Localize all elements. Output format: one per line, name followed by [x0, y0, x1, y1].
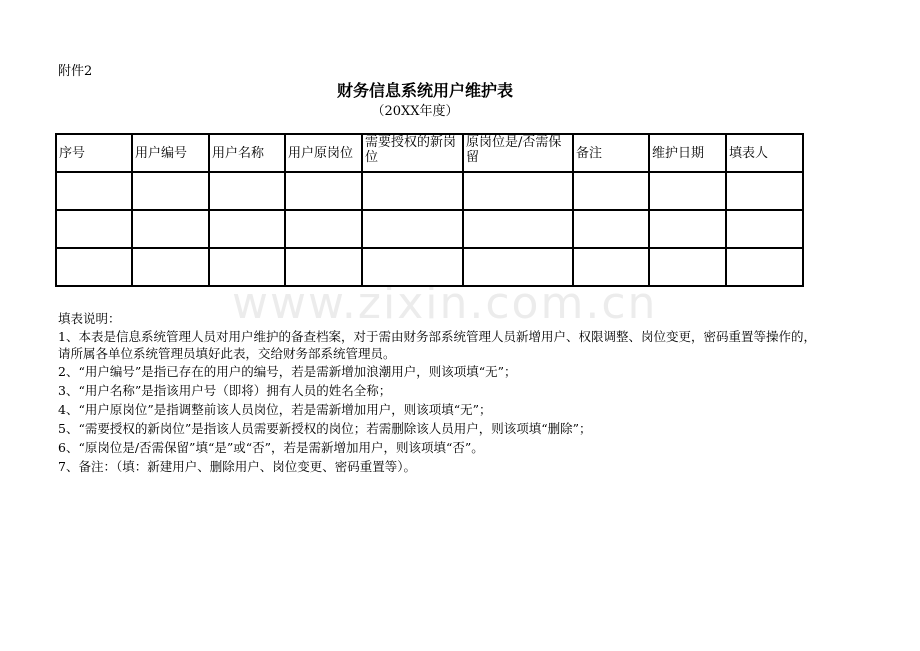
table-cell[interactable] — [132, 248, 209, 286]
table-cell[interactable] — [463, 210, 573, 248]
column-header-serial: 序号 — [56, 134, 132, 172]
instructions-section — [58, 309, 818, 476]
column-header-new-post: 需要授权的新岗位 — [362, 134, 463, 172]
instruction-item-6: 6、“原岗位是/否需保留”填“是”或“否”，若是需新增加用户，则该项填“否”。 — [58, 440, 484, 455]
table-cell[interactable] — [573, 210, 649, 248]
table-cell[interactable] — [285, 172, 362, 210]
attachment-label: 附件2 — [58, 64, 93, 79]
table-cell[interactable] — [362, 248, 463, 286]
instruction-item-2: 2、“用户编号”是指已存在的用户的编号，若是需新增加浪潮用户，则该项填“无”； — [58, 364, 517, 379]
table-cell[interactable] — [649, 210, 726, 248]
table-cell[interactable] — [362, 172, 463, 210]
instructions-heading: 填表说明： — [58, 311, 121, 326]
page-subtitle: （20XX年度） — [371, 104, 459, 119]
instruction-item-4: 4、“用户原岗位”是指调整前该人员岗位，若是需新增加用户，则该项填“无”； — [58, 402, 492, 417]
table-row — [56, 172, 803, 210]
instruction-item-5: 5、“需要授权的新岗位”是指该人员需要新授权的岗位；若需删除该人员用户，则该项填“删除”； — [58, 421, 592, 436]
table-cell[interactable] — [209, 210, 285, 248]
column-header-keep-original: 原岗位是/否需保留 — [463, 134, 573, 172]
column-header-filled-by: 填表人 — [726, 134, 803, 172]
column-header-original-post: 用户原岗位 — [285, 134, 362, 172]
watermark: www.zixin.com.cn — [232, 278, 658, 329]
table-cell[interactable] — [726, 210, 803, 248]
table-cell[interactable] — [573, 172, 649, 210]
table-cell[interactable] — [56, 248, 132, 286]
column-header-user-name: 用户名称 — [209, 134, 285, 172]
table-cell[interactable] — [285, 210, 362, 248]
table-cell[interactable] — [726, 172, 803, 210]
table-cell[interactable] — [209, 248, 285, 286]
column-header-remarks: 备注 — [573, 134, 649, 172]
instruction-item-3: 3、“用户名称”是指该用户号（即将）拥有人员的姓名全称； — [58, 383, 392, 398]
table-cell[interactable] — [726, 248, 803, 286]
table-cell[interactable] — [56, 210, 132, 248]
user-maintenance-table — [55, 133, 804, 287]
instruction-item-1: 1、本表是信息系统管理人员对用户维护的备查档案，对于需由财务部系统管理人员新增用户、权限调整、岗位变更，密码重置等操作的，请所属各单位系统管理员填好此表，交给财务部系统管理员。 — [58, 329, 816, 361]
table-header-row — [56, 134, 803, 172]
table-cell[interactable] — [285, 248, 362, 286]
table-cell[interactable] — [132, 210, 209, 248]
table-cell[interactable] — [463, 248, 573, 286]
table-cell[interactable] — [573, 248, 649, 286]
column-header-maintenance-date: 维护日期 — [649, 134, 726, 172]
table-cell[interactable] — [56, 172, 132, 210]
table-cell[interactable] — [132, 172, 209, 210]
table-row — [56, 248, 803, 286]
table-cell[interactable] — [649, 248, 726, 286]
table-cell[interactable] — [463, 172, 573, 210]
page-title: 财务信息系统用户维护表 — [336, 81, 513, 100]
instruction-item-7: 7、备注：（填：新建用户、删除用户、岗位变更、密码重置等）。 — [58, 459, 416, 474]
table-cell[interactable] — [362, 210, 463, 248]
column-header-user-id: 用户编号 — [132, 134, 209, 172]
table-cell[interactable] — [209, 172, 285, 210]
table-row — [56, 210, 803, 248]
table-cell[interactable] — [649, 172, 726, 210]
